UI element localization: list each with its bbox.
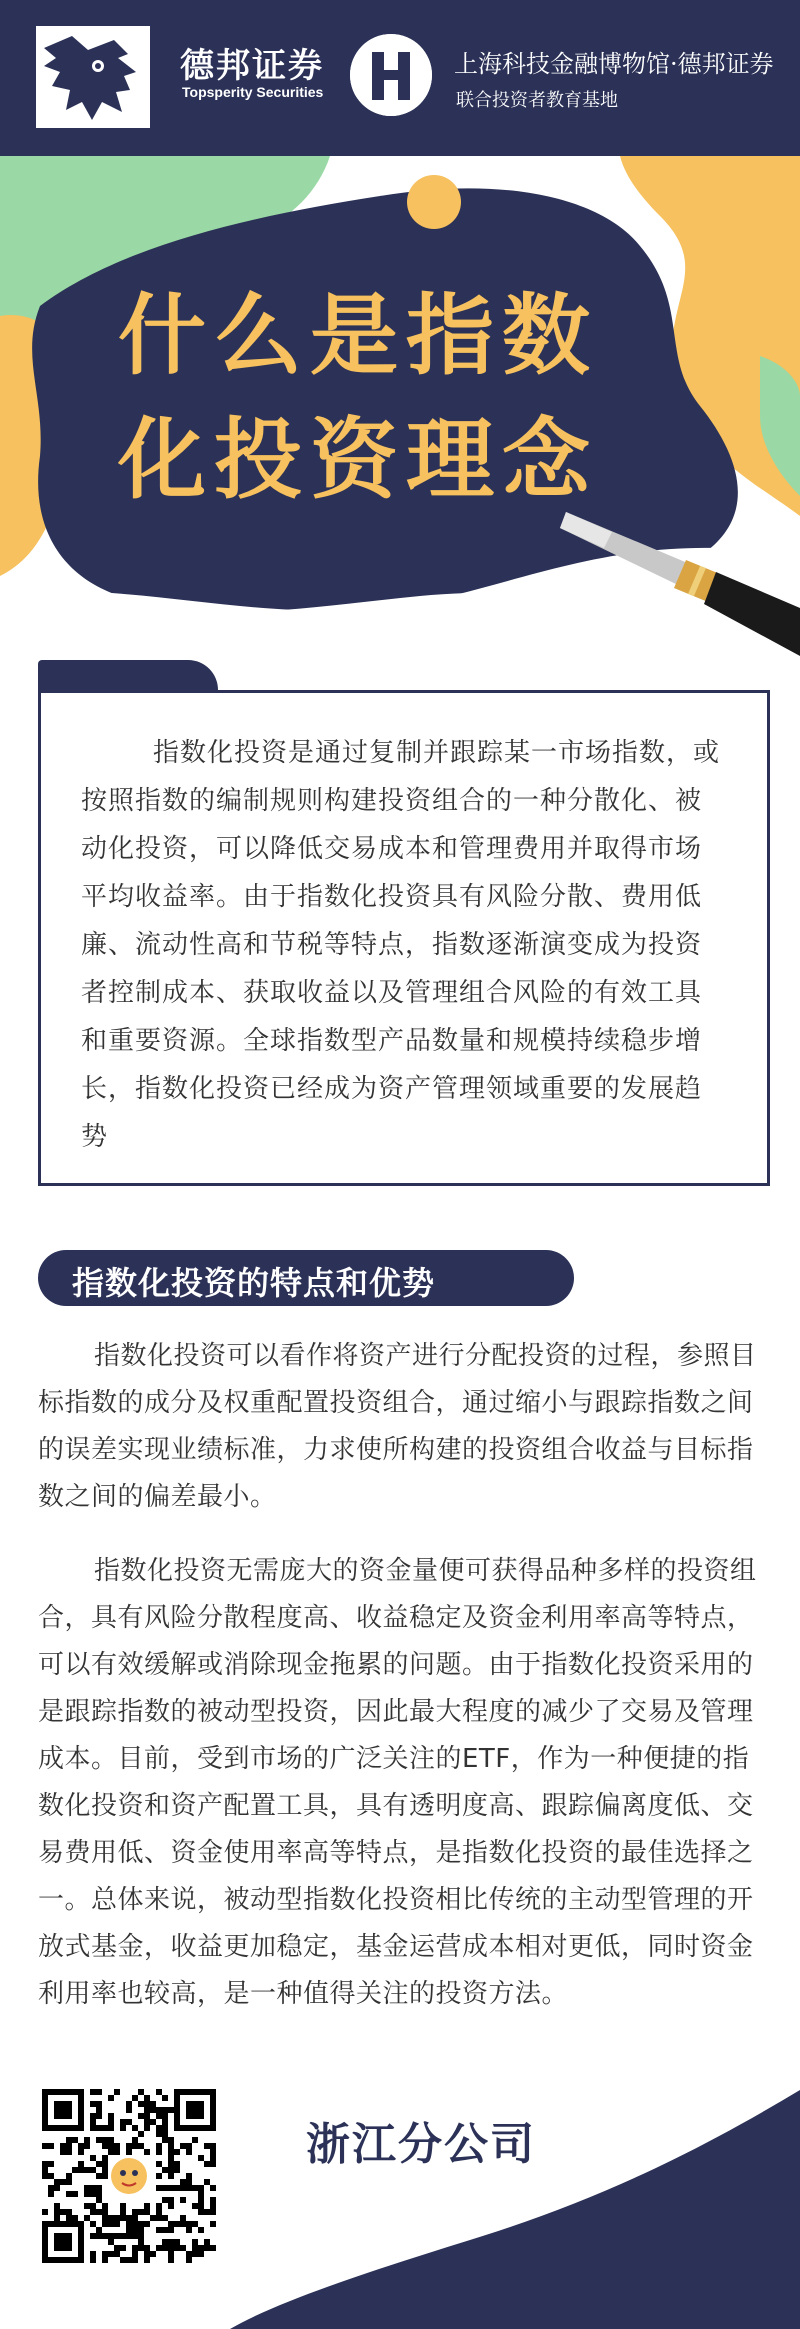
museum-subtitle: 联合投资者教育基地 (456, 90, 618, 111)
intro-box (38, 690, 770, 1186)
hero-title-line1: 什么是指数 (118, 284, 599, 387)
header-bar (0, 0, 800, 156)
intro-paragraph: 指数化投资是通过复制并跟踪某一市场指数，或按照指数的编制规则构建投资组合的一种分散化、被动化投资，可以降低交易成本和管理费用并取得市场平均收益率。由于指数化投资具有风险分散、费用低廉、流动性高和节税等特点，指数逐渐演变成为投资者控制成本、获取收益以及管理组合风险的有效工具和重要资源。全球指数型产品数量和规模持续稳步增长，指数化投资已经成为资产管理领域重要的发展趋势 (81, 738, 721, 1152)
museum-logo-icon (350, 34, 432, 116)
section-paragraph-1: 指数化投资可以看作将资产进行分配投资的过程，参照目标指数的成分及权重配置投资组合，通过缩小与跟踪指数之间的误差实现业绩标准，力求使所构建的投资组合收益与目标指数之间的偏差最小。 (38, 1341, 757, 1512)
section-paragraph-2: 指数化投资无需庞大的资金量便可获得品种多样的投资组合，具有风险分散程度高、收益稳定及资金利用率高等特点，可以有效缓解或消除现金拖累的问题。由于指数化投资采用的是跟踪指数的被动型投资，因此最大程度的减少了交易及管理成本。目前，受到市场的广泛关注的ETF，作为一种便捷的指数化投资和资产配置工具，具有透明度高、跟踪偏离度低、交易费用低、资金使用率高等特点，是指数化投资的最佳选择之一。总体来说，被动型指数化投资相比传统的主动型管理的开放式基金，收益更加稳定，基金运营成本相对更低，同时资金利用率也较高，是一种值得关注的投资方法。 (38, 1556, 757, 2009)
section-title: 指数化投资的特点和优势 (72, 1264, 436, 1302)
hero-banner (0, 156, 800, 676)
brand-name-en: Topsperity Securities (182, 84, 324, 100)
branch-name: 浙江分公司 (306, 2119, 536, 2170)
brand-name-cn: 德邦证券 (180, 46, 324, 86)
intro-box-tab (38, 660, 218, 694)
hero-title-line2: 化投资理念 (118, 408, 599, 511)
museum-title: 上海科技金融博物馆·德邦证券 (454, 50, 774, 78)
dragon-logo-icon (36, 26, 150, 128)
qr-code-icon (38, 2085, 220, 2267)
